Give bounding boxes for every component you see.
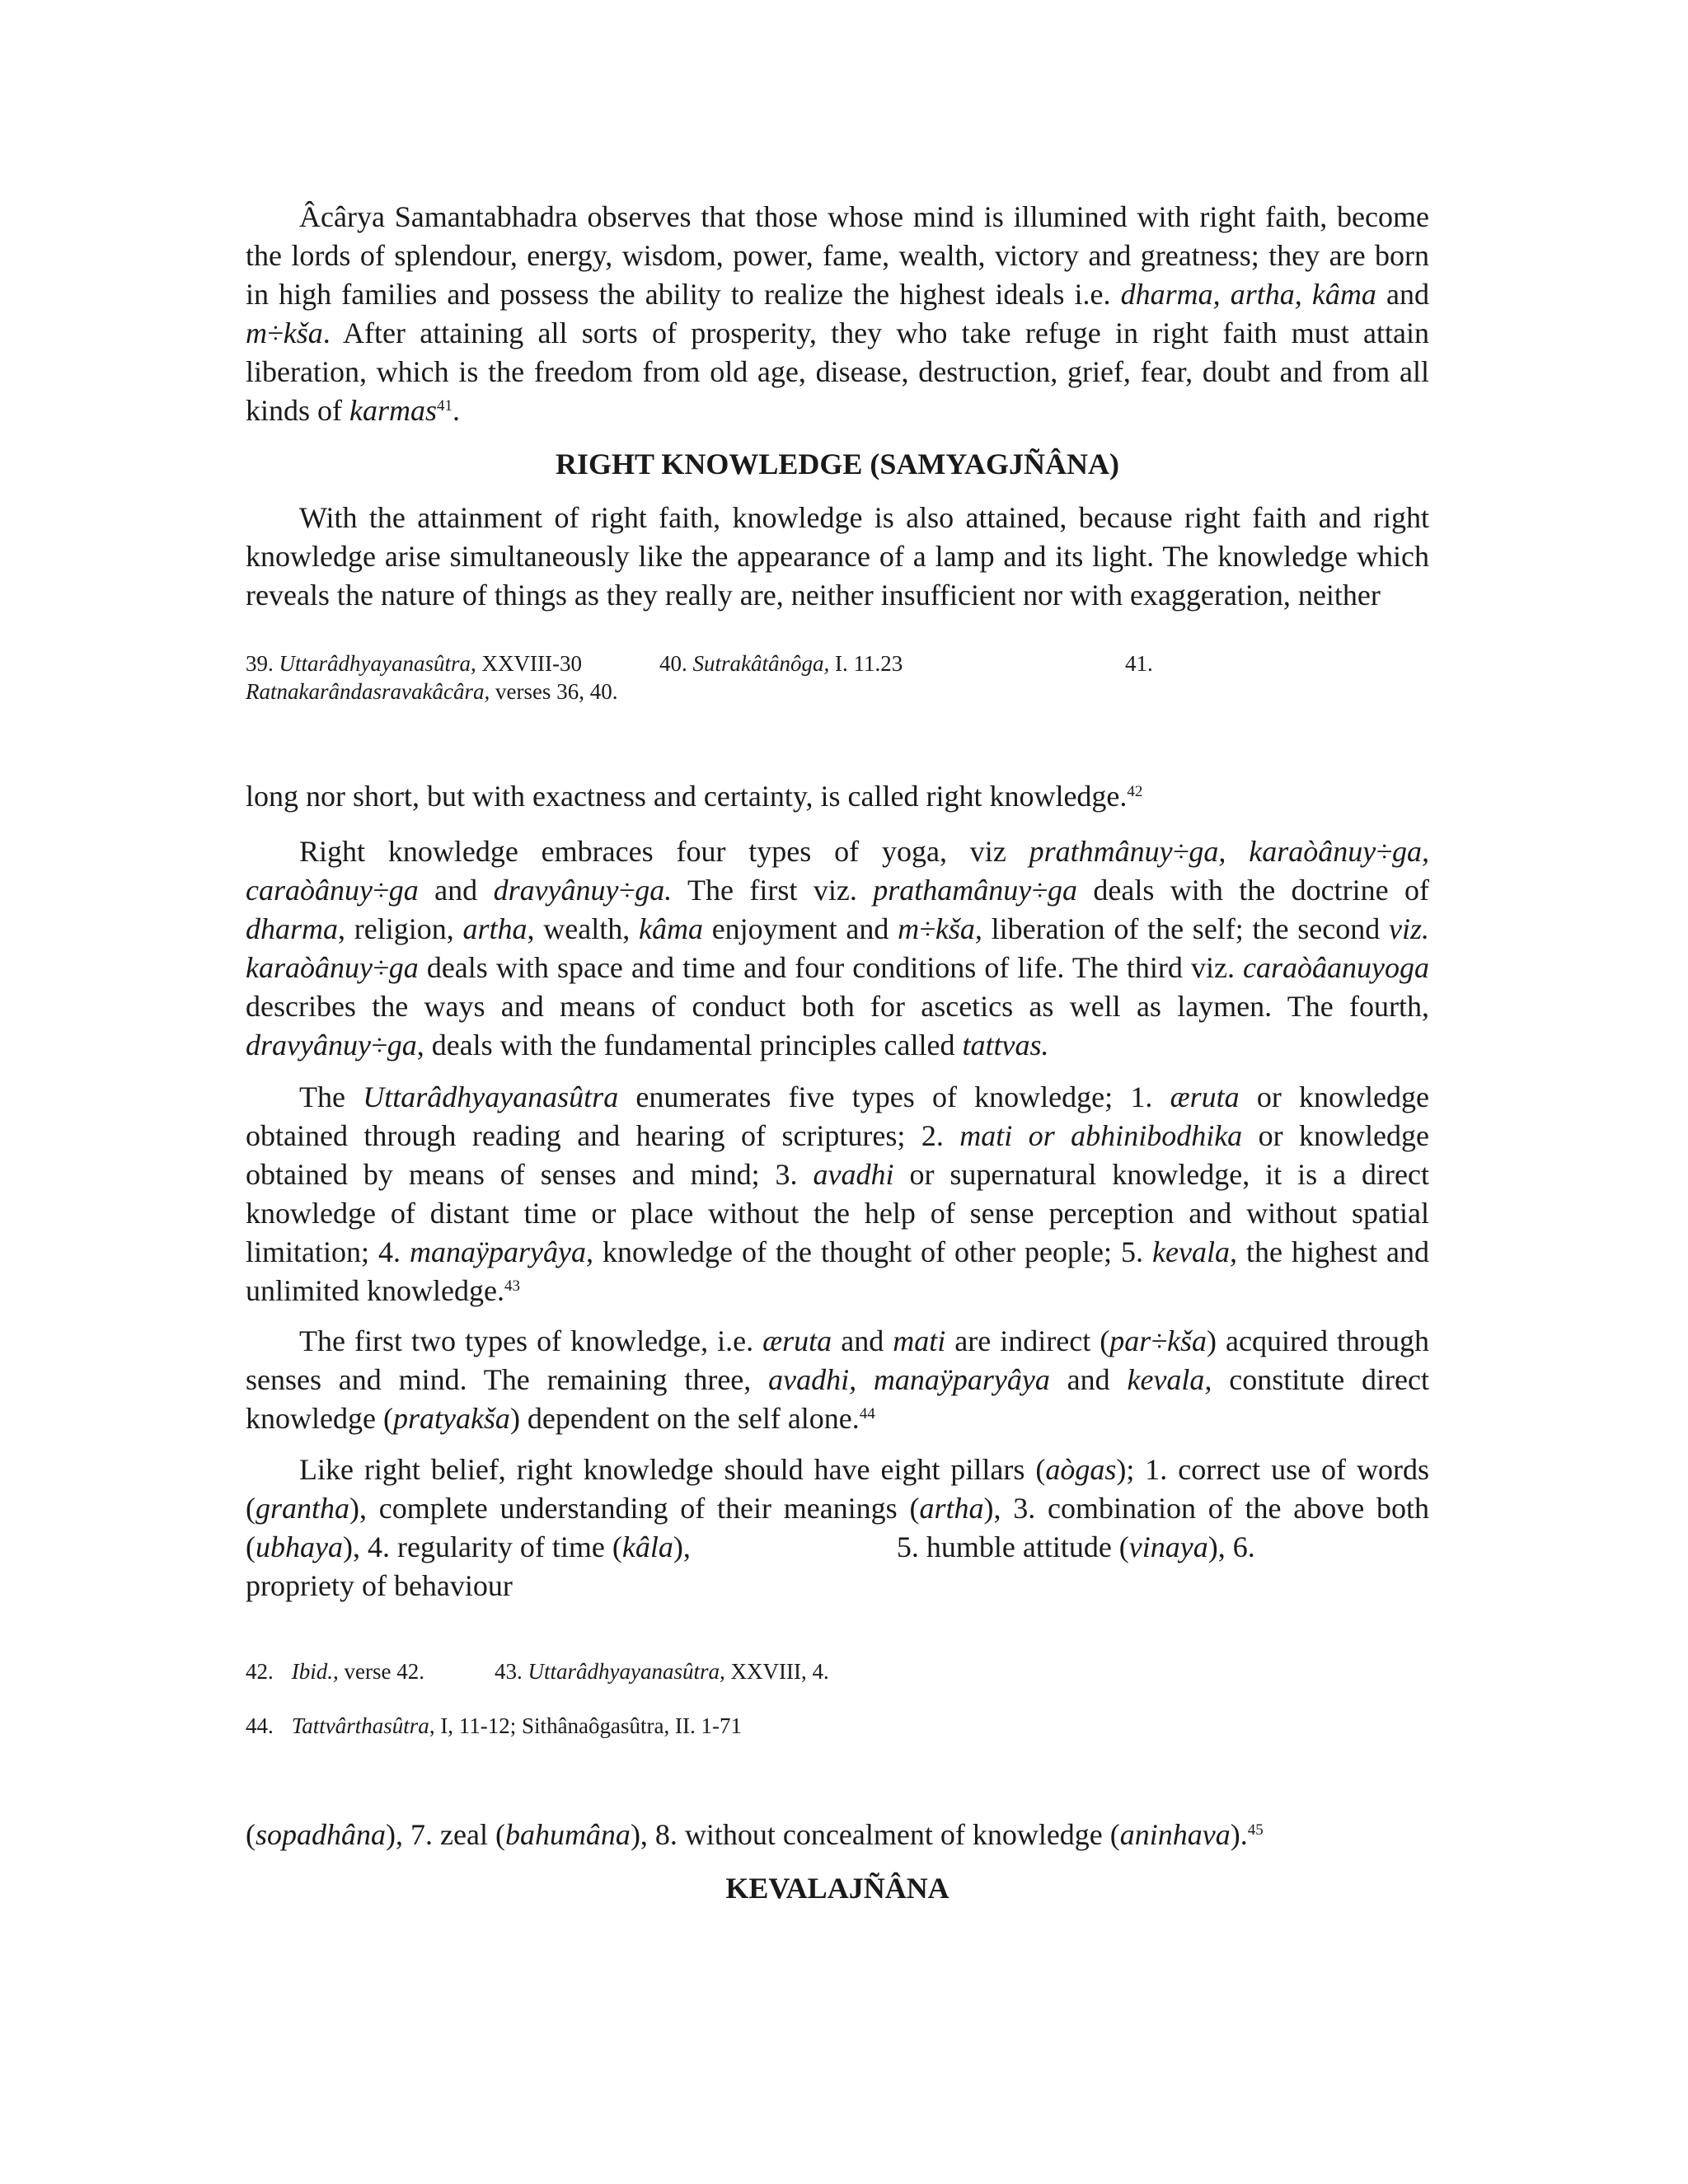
footnote-ref-43: 43 xyxy=(504,1277,520,1295)
paragraph-direct-indirect xyxy=(246,1322,1429,1438)
paragraph-text: The first two types of knowledge, i.e. æruta and mati are indirect (par÷kša) acquired through senses and mind. The remaining three, avadhi, manaÿparyâya and kevala, constitute direct knowledge (pratyakša) dependent on the self alone.$^{44}$ xyxy=(246,1324,1429,1435)
paragraph-text: Right knowledge embraces four types of yoga, viz prathmânuy÷ga, karaòânuy÷ga, caraòânuy÷ga and dravyânuy÷ga. The first viz. prathamânuy÷ga deals with the doctrine of dharma, religion, artha, wealth, kâma enjoyment and m÷kša, liberation of the self; the second viz. karaòânuy÷ga deals with space and time and four conditions of life. The third viz. caraòâanuyoga describes the ways and means of conduct both for ascetics as well as laymen. The fourth, dravyânuy÷ga, deals with the fundamental principles called tattvas. xyxy=(246,835,1429,1062)
footnote-41-number: 41. xyxy=(1125,651,1153,676)
footnote-44: 44. Tattvârthasûtra, I, 11-12; Sithânaôgasûtra, II. 1-71 xyxy=(246,1713,742,1738)
paragraph-four-yogas xyxy=(246,832,1429,1065)
paragraph-continuation xyxy=(246,777,1429,816)
footnote-ref-45: 45 xyxy=(1247,1821,1264,1839)
footnote-39: 39. Uttarâdhyayanasûtra, XXVIII-30 xyxy=(246,651,582,676)
heading-text: KEVALAJÑÂNA xyxy=(725,1872,950,1905)
paragraph-last-line: propriety of behaviour xyxy=(246,1569,513,1602)
footnote-41: Ratnakarândasravakâcâra, verses 36, 40. xyxy=(246,679,618,704)
paragraph-text: long nor short, but with exactness and certainty, is called right knowledge.$^{42}$ xyxy=(246,780,1143,813)
section-heading-kevalajnana xyxy=(246,1869,1429,1908)
heading-text: RIGHT KNOWLEDGE (SAMYAGJÑÂNA) xyxy=(555,448,1120,480)
footnote-42: 42. Ibid., verse 42. xyxy=(246,1659,424,1684)
paragraph-continuation-pillars xyxy=(246,1816,1429,1854)
footnote-ref-44: 44 xyxy=(859,1405,875,1422)
paragraph-text: Âcârya Samantabhadra observes that those whose mind is illumined with right faith, become the lords of splendour, energy, wisdom, power, fame, wealth, victory and greatness; they are born in high families and possess the ability to realize the highest ideals i.e. dharma, artha, kâma and m÷kša. After attaining all sorts of prosperity, they who take refuge in right faith must attain liberation, which is the freedom from old age, disease, destruction, grief, fear, doubt and from all kinds of karmas$^{41}$. xyxy=(246,200,1429,427)
paragraph-text: With the attainment of right faith, knowledge is also attained, because right faith and right knowledge arise simultaneously like the appearance of a lamp and its light. The knowledge which reveals the nature of things as they really are, neither insufficient nor with exaggeration, neither xyxy=(246,501,1429,612)
section-heading-right-knowledge xyxy=(246,445,1429,484)
footnote-40: 40. Sutrakâtânôga, I. 11.23 xyxy=(659,651,903,676)
paragraph-eight-pillars xyxy=(246,1451,1429,1605)
paragraph-samantabhadra xyxy=(246,198,1429,430)
paragraph-text: The Uttarâdhyayanasûtra enumerates five types of knowledge; 1. æruta or knowledge obtained through reading and hearing of scriptures; 2. mati or abhinibodhika or knowledge obtained by means of senses and mind; 3. avadhi or supernatural knowledge, it is a direct knowledge of distant time or place without the help of sense perception and without spatial limitation; 4. manaÿparyâya, knowledge of the thought of other people; 5. kevala, the highest and unlimited knowledge.$^{43}$ xyxy=(246,1080,1430,1307)
paragraph-attainment xyxy=(246,499,1429,615)
paragraph-text: Like right belief, right knowledge should have eight pillars (aògas); 1. correct use of words (grantha), complete understanding of their meanings (artha), 3. combination of the above both (ubhaya), 4. regularity of time (kâla), 5. humble attitude (vinaya), 6. xyxy=(246,1453,1429,1563)
paragraph-text: (sopadhâna), 7. zeal (bahumâna), 8. without concealment of knowledge (aninhava).$^{45}$ xyxy=(246,1818,1264,1851)
footnote-ref-42: 42 xyxy=(1127,783,1143,800)
footnote-ref-41: 41 xyxy=(437,397,452,415)
paragraph-five-knowledge xyxy=(246,1078,1429,1310)
footnote-43: 43. Uttarâdhyayanasûtra, XXVIII, 4. xyxy=(495,1659,829,1684)
